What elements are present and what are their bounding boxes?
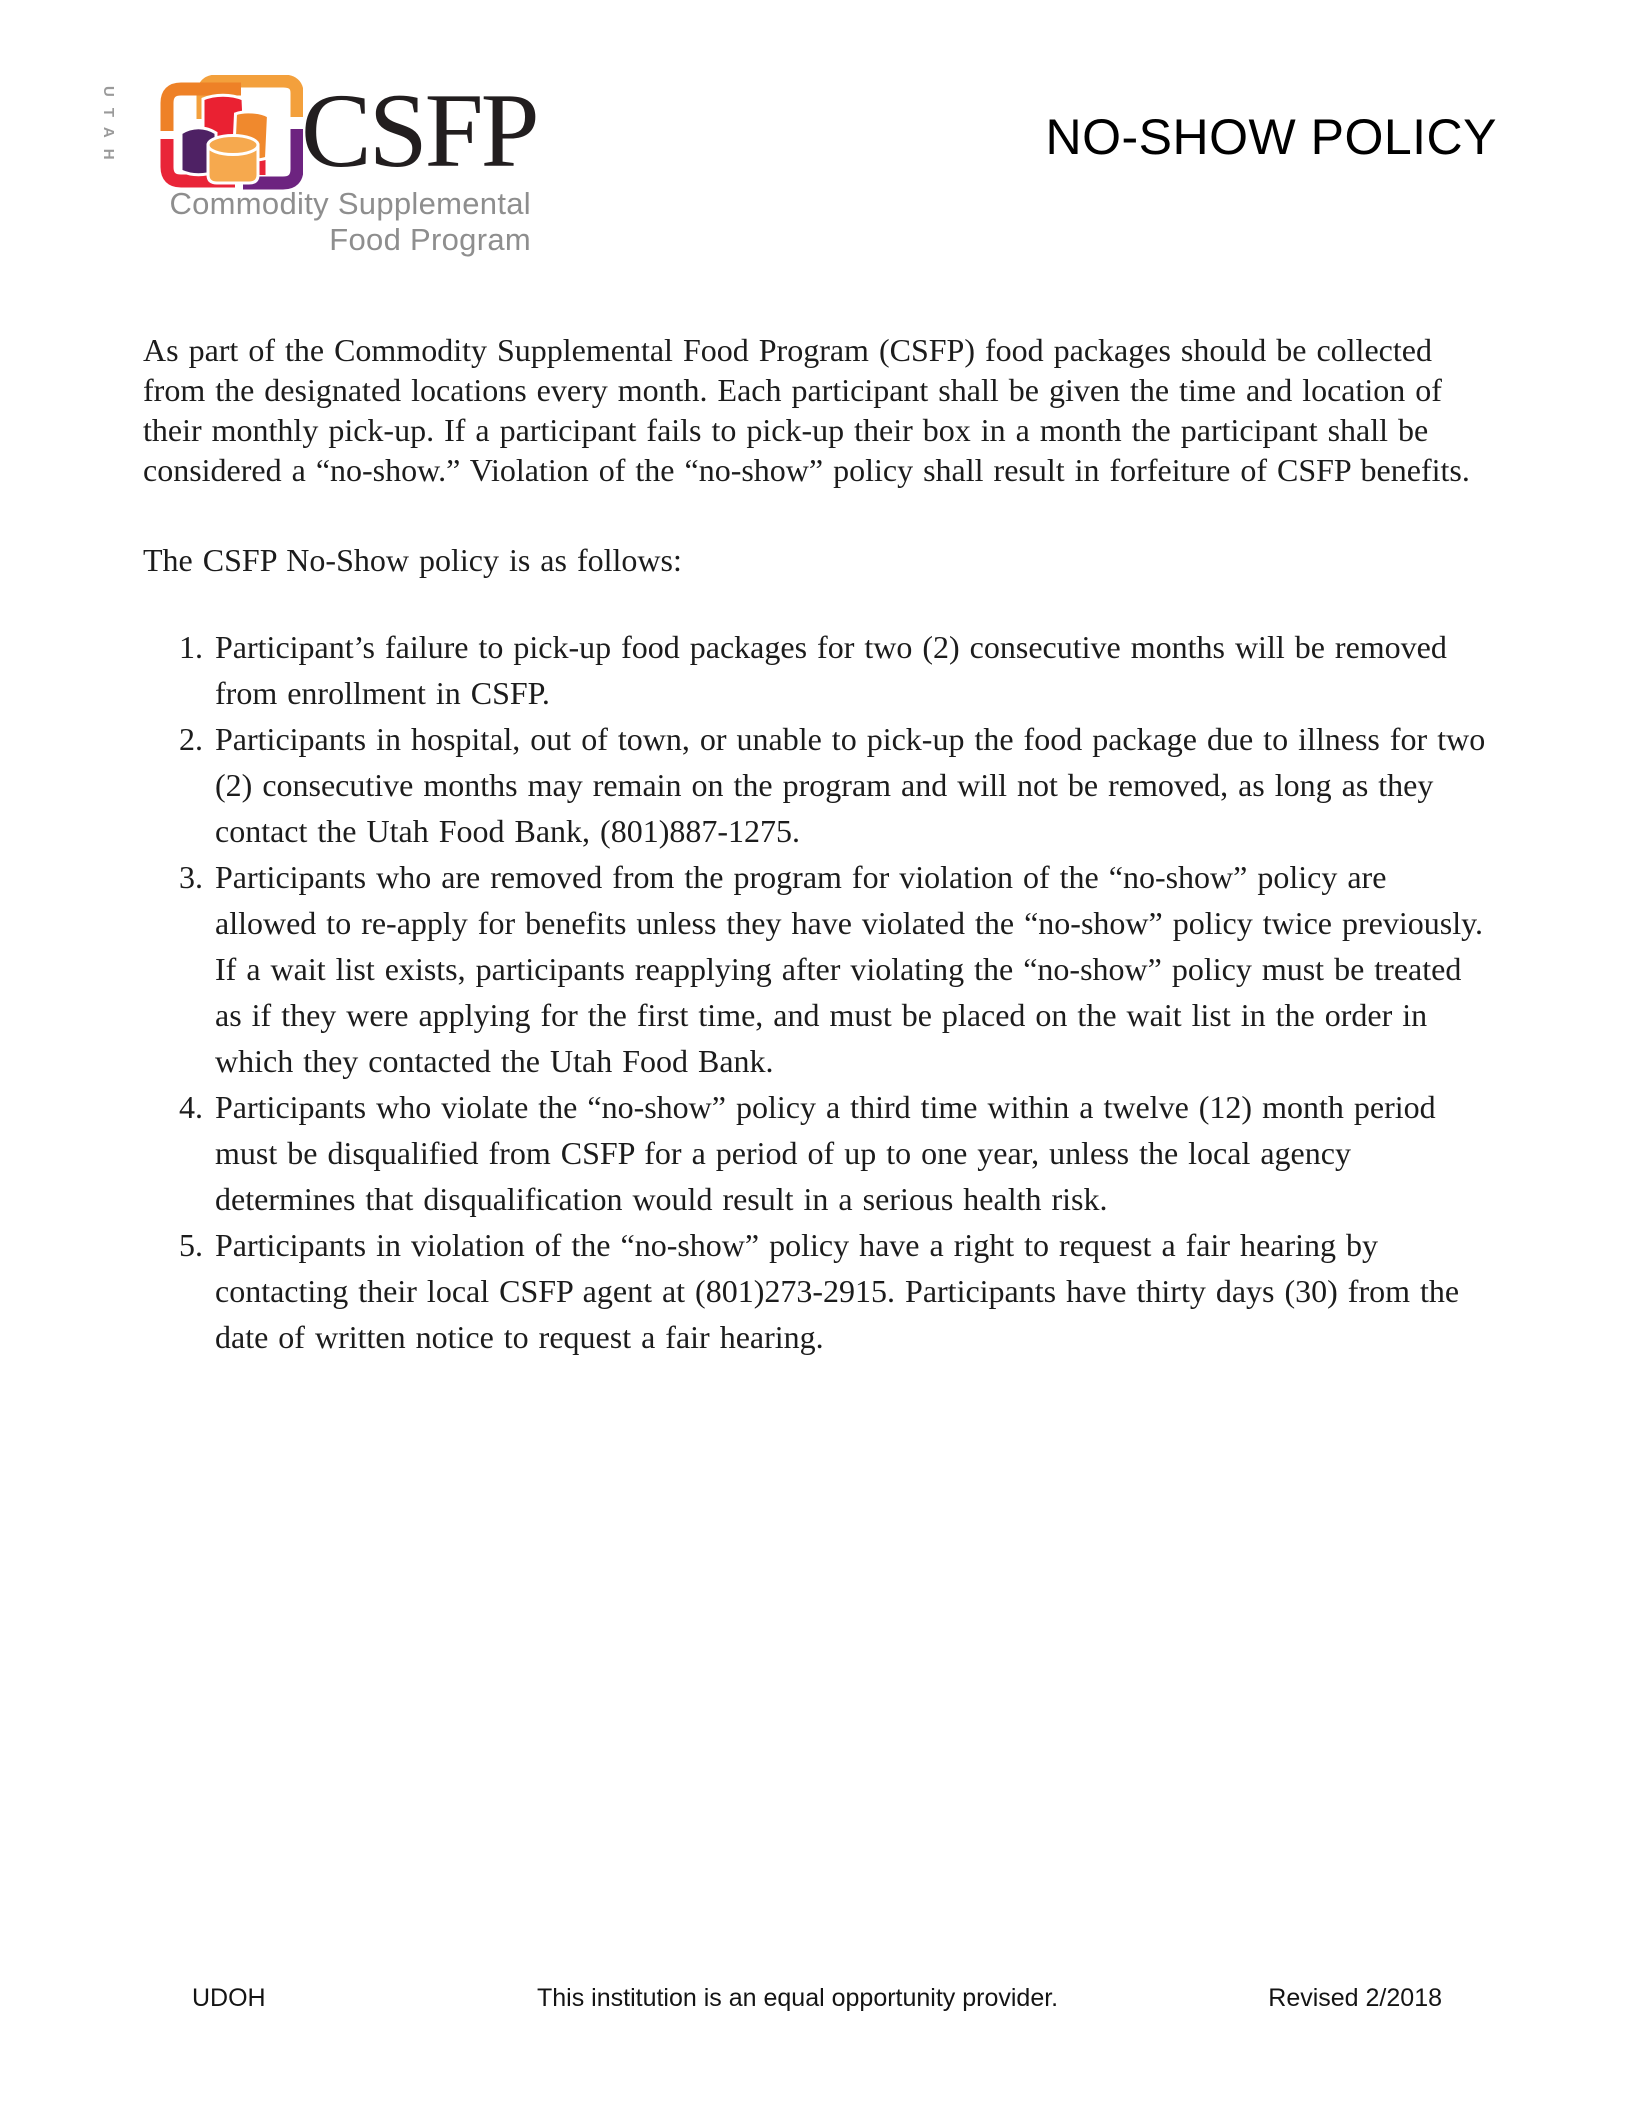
document-body [143,330,1496,1360]
logo-acronym: CSFP [301,72,537,189]
policy-list-item-2: 2. Participants in hospital, out of town, or unable to pick-up the food package due to illness for two (2) consecutive months may remain on the program and will not be removed, as long as they contact the Utah Food Bank, (801)887-1275. [213,716,1496,854]
logo-cylinder-top [208,136,258,155]
policy-list-item-3: 3. Participants who are removed from the program for violation of the “no-show” policy are allowed to re-apply for benefits unless they have violated the “no-show” policy twice previously. If a wait list exists, participants reapplying after violating the “no-show” policy must be treated as if they were applying for the first time, and must be placed on the wait list in the order in which they contacted the Utah Food Bank. [213,854,1496,1084]
policy-list [143,624,1496,1360]
page-title: NO-SHOW POLICY [1045,109,1497,165]
csfp-logo-graphic [157,75,303,193]
policy-list-item-5: 5. Participants in violation of the “no-show” policy have a right to request a fair hearing by contacting their local CSFP agent at (801)273-2915. Participants have thirty days (30) from the date of written notice to request a fair hearing. [213,1222,1496,1360]
list-lead-in: The CSFP No-Show policy is as follows: [143,542,682,578]
policy-list-item-4: 4. Participants who violate the “no-show” policy a third time within a twelve (12) month period must be disqualified from CSFP for a period of up to one year, unless the local agency determines that disqualification would result in a serious health risk. [213,1084,1496,1222]
logo-tagline-line2: Food Program [329,222,531,257]
footer-agency: UDOH [192,1984,266,2012]
csfp-logo [95,70,535,262]
intro-paragraph: As part of the Commodity Supplemental Food Program (CSFP) food packages should be collected from the designated locations every month. Each participant shall be given the time and location of their monthly pick-up. If a participant fails to pick-up their box in a month the participant shall be considered a “no-show.” Violation of the “no-show” policy shall result in forfeiture of CSFP benefits. [143,332,1470,488]
logo-tagline-line1: Commodity Supplemental [169,186,531,221]
logo-utah-label: UTAH [100,86,117,171]
footer-equal-opportunity: This institution is an equal opportunity provider. [537,1984,1059,2012]
footer-revision-date: Revised 2/2018 [1268,1984,1442,2012]
policy-list-item-1: 1. Participant’s failure to pick-up food packages for two (2) consecutive months will be removed from enrollment in CSFP. [213,624,1496,716]
logo-tagline [95,186,531,258]
